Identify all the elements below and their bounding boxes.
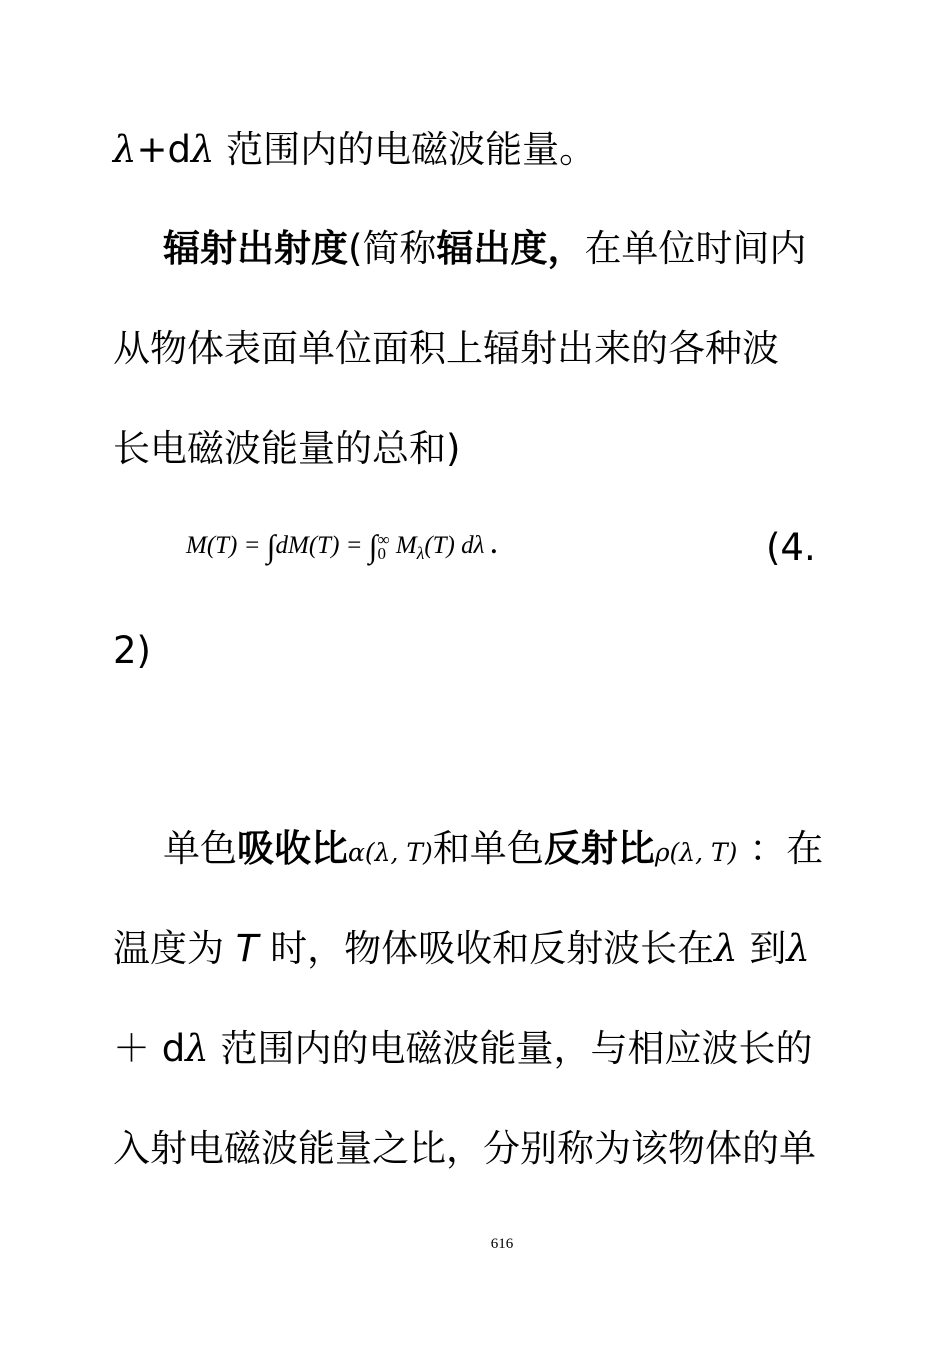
text-span: ， — [547, 227, 585, 270]
equation-number: (4. — [766, 526, 816, 569]
equation-lhs: M(T) = — [186, 532, 267, 559]
lambda-symbol: λ — [113, 128, 137, 171]
term-exitance: 辐出度 — [436, 227, 548, 270]
rho-symbol: ρ(λ, T) — [654, 838, 738, 867]
integral-sign: ∫ — [266, 528, 276, 564]
paragraph-line — [163, 226, 893, 272]
paragraph-line: 从物体表面单位面积上辐射出来的各种波 — [113, 327, 779, 370]
text-span: ＋ d — [113, 1027, 186, 1070]
text-span: 温度为 — [113, 927, 236, 970]
text-span: 范围内的电磁波能量，与相应波长的 — [208, 1027, 813, 1070]
term-radiant-exitance: 辐射出射度 — [163, 227, 348, 270]
lambda-symbol: λ — [714, 927, 738, 970]
equation — [186, 528, 497, 565]
text-span: 时，物体吸收和反射波长在 — [258, 927, 715, 970]
lambda-symbol: λ — [185, 1027, 209, 1070]
equation-rhs-t: (T) d — [424, 532, 474, 559]
equation-number-continued: 2) — [113, 629, 151, 672]
paragraph-line — [113, 1026, 843, 1072]
term-reflectance: 反射比 — [543, 827, 655, 870]
term-absorptance: 吸收比 — [237, 827, 348, 870]
paragraph-line: 入射电磁波能量之比，分别称为该物体的单 — [113, 1127, 816, 1170]
equation-rhs-sub: λ — [416, 543, 425, 563]
paragraph-line — [113, 127, 843, 173]
temperature-symbol: T — [235, 927, 259, 970]
text-span: 和单色 — [432, 827, 544, 870]
equation-rhs-lambda: λ — [473, 532, 485, 559]
page-number: 616 — [490, 1236, 514, 1252]
text-span: (简称 — [348, 227, 437, 270]
integral-upper: ∞ — [377, 530, 390, 549]
text-span: +d — [136, 128, 191, 171]
text-span: ：在 — [737, 827, 824, 870]
text-span: 在单位时间内 — [584, 227, 807, 270]
integral-sign: ∫ — [368, 528, 378, 564]
text-span: 范围内的电磁波能量。 — [214, 128, 597, 171]
paragraph-line: 长电磁波能量的总和) — [113, 427, 461, 470]
text-span: 单色 — [163, 827, 237, 870]
equation-rhs-m: M — [395, 532, 417, 559]
paragraph-line — [113, 926, 843, 972]
alpha-symbol: α(λ, T) — [348, 838, 433, 867]
integral-lower: 0 — [377, 544, 387, 563]
integral-limits — [377, 530, 390, 563]
paragraph-line — [163, 826, 893, 876]
text-span: 到 — [737, 927, 787, 970]
lambda-symbol: λ — [786, 927, 810, 970]
equation-mid: dM(T) = — [275, 532, 369, 559]
lambda-symbol: λ — [190, 128, 215, 171]
equation-period: . — [484, 532, 497, 559]
